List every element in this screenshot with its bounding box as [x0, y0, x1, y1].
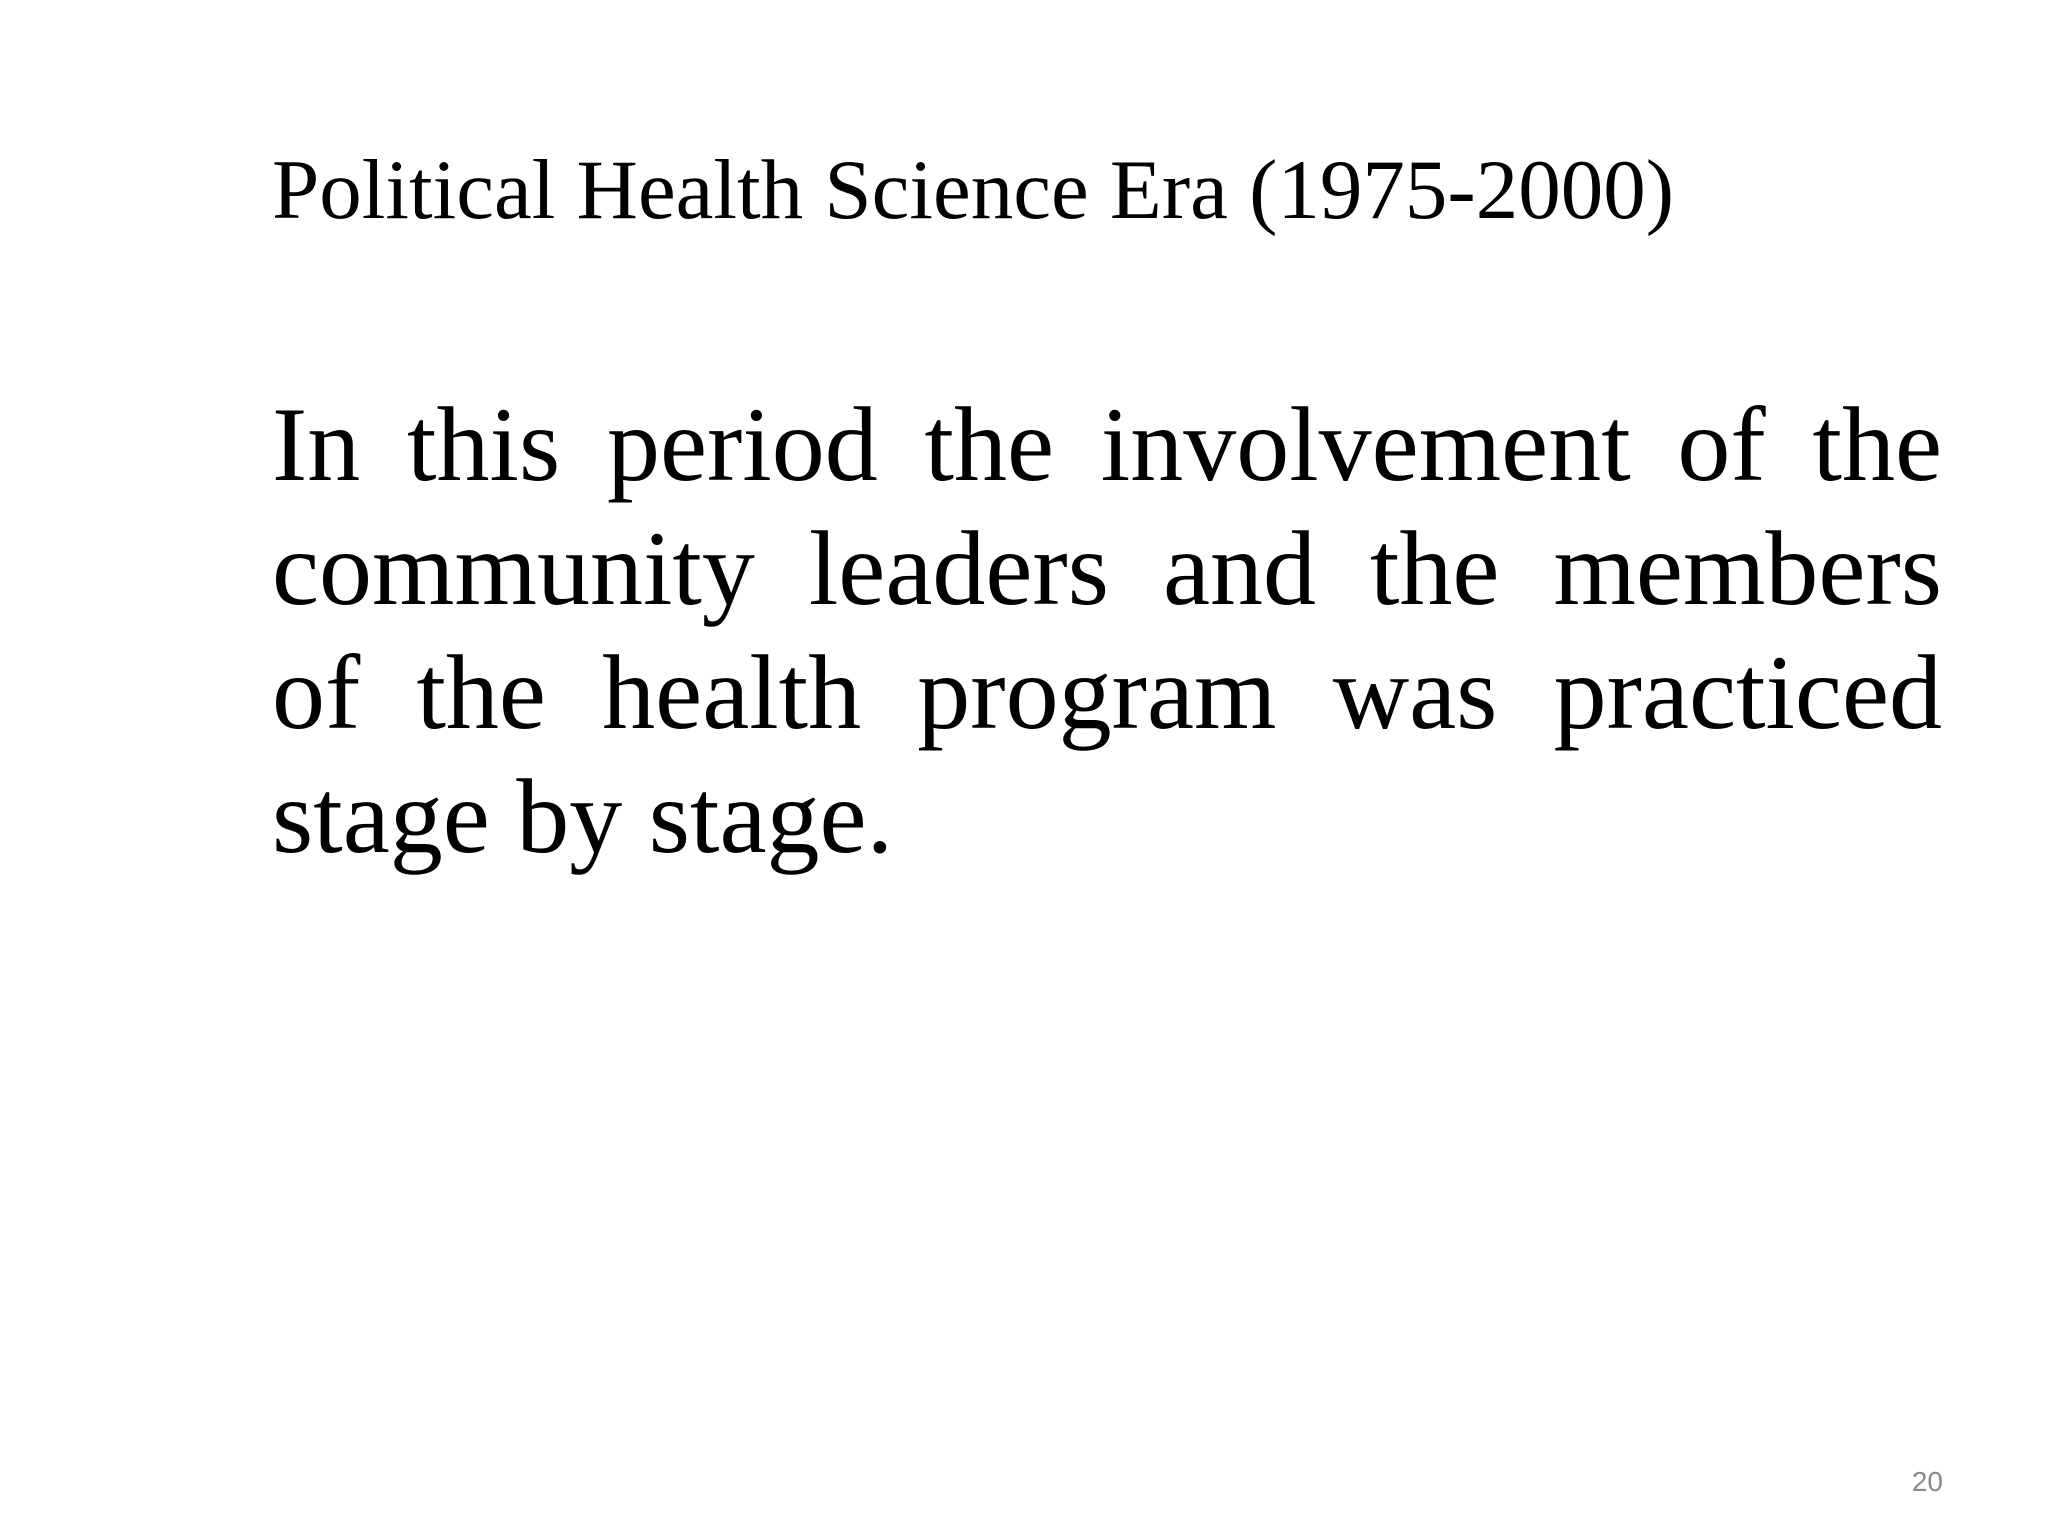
slide-title: Political Health Science Era (1975-2000)	[272, 143, 1675, 237]
slide-number: 20	[1911, 1466, 1943, 1497]
slide-body-text: In this period the involvement of the community leaders and the members of the health program was practiced stage by stage.	[272, 386, 1942, 875]
